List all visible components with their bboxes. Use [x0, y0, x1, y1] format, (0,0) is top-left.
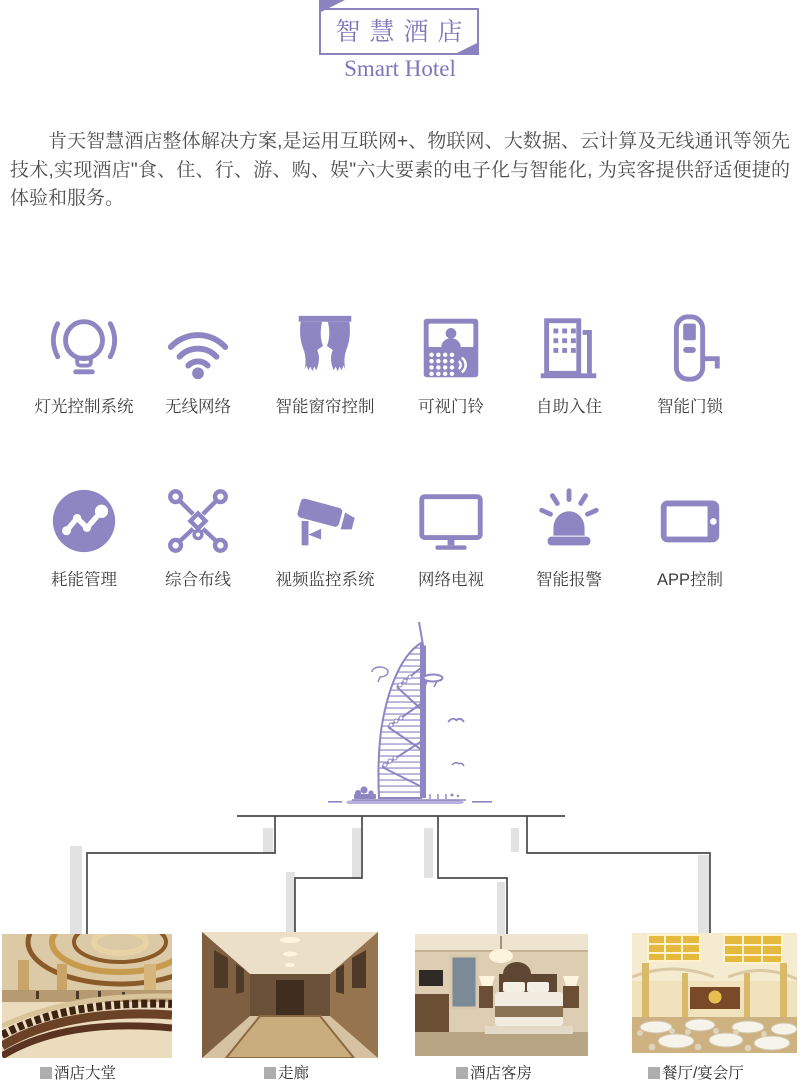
feature-label: 无线网络: [165, 398, 231, 416]
intro-paragraph: 肯天智慧酒店整体解决方案,是运用互联网+、物联网、大数据、云计算及无线通讯等领先技术,实现酒店"食、住、行、游、购、娱"六大要素的电子化与智能化, 为宾客提供舒适便捷的体验和服务。: [10, 131, 790, 209]
corner-ribbon-bottom-right: [453, 42, 479, 55]
photo-hotel-lobby: [2, 934, 172, 1058]
page-title: 智慧酒店: [335, 19, 472, 46]
burj-al-arab-illustration: [300, 615, 500, 815]
feature-label: 耗能管理: [51, 571, 117, 589]
feature-video-doorbell: [386, 311, 516, 417]
feature-iptv: [386, 484, 516, 590]
cctv-camera-icon: [288, 484, 362, 558]
feature-smart-alarm: [504, 484, 634, 590]
label-bullet-square: [264, 1067, 276, 1079]
feature-label: 灯光控制系统: [34, 398, 134, 416]
feature-label: 综合布线: [165, 571, 231, 589]
feature-light-control: [19, 311, 149, 417]
photo-banquet-hall: [632, 933, 797, 1053]
location-label-guest-room: [456, 1061, 533, 1081]
feature-label: 视频监控系统: [275, 571, 375, 589]
feature-curtain-control: [260, 311, 390, 417]
feature-energy-management: [19, 484, 149, 590]
tablet-icon: [653, 484, 727, 558]
location-label-lobby: [40, 1061, 117, 1081]
feature-label: 智能门锁: [657, 398, 723, 416]
light-bulb-icon: [47, 311, 121, 385]
feature-label: 可视门铃: [418, 398, 484, 416]
door-lock-icon: [653, 311, 727, 385]
cabling-icon: [161, 484, 235, 558]
photo-corridor: [202, 932, 378, 1058]
energy-chart-icon: [47, 484, 121, 558]
location-label: 酒店客房: [470, 1065, 533, 1081]
page-subtitle: Smart Hotel: [344, 56, 456, 81]
alarm-siren-icon: [532, 484, 606, 558]
building-icon: [532, 311, 606, 385]
feature-label: 网络电视: [418, 571, 484, 589]
feature-label: 智能报警: [536, 571, 602, 589]
location-label-corridor: [264, 1061, 310, 1081]
feature-video-surveillance: [260, 484, 390, 590]
feature-label: APP控制: [656, 571, 724, 589]
location-label: 走廊: [278, 1065, 310, 1081]
feature-label: 智能窗帘控制: [275, 398, 375, 416]
feature-wireless-network: [133, 311, 263, 417]
location-label: 酒店大堂: [54, 1065, 117, 1081]
wifi-icon: [161, 311, 235, 385]
label-bullet-square: [648, 1067, 660, 1079]
label-bullet-square: [456, 1067, 468, 1079]
tv-icon: [414, 484, 488, 558]
label-bullet-square: [40, 1067, 52, 1079]
feature-app-control: [625, 484, 755, 590]
location-label-banquet: [648, 1061, 744, 1081]
video-doorbell-icon: [414, 311, 488, 385]
feature-integrated-cabling: [133, 484, 263, 590]
feature-label: 自助入住: [536, 398, 602, 416]
location-label: 餐厅/宴会厅: [662, 1065, 744, 1081]
feature-smart-lock: [625, 311, 755, 417]
feature-self-checkin: [504, 311, 634, 417]
curtains-icon: [288, 311, 362, 385]
photo-hotel-room: [415, 934, 588, 1056]
